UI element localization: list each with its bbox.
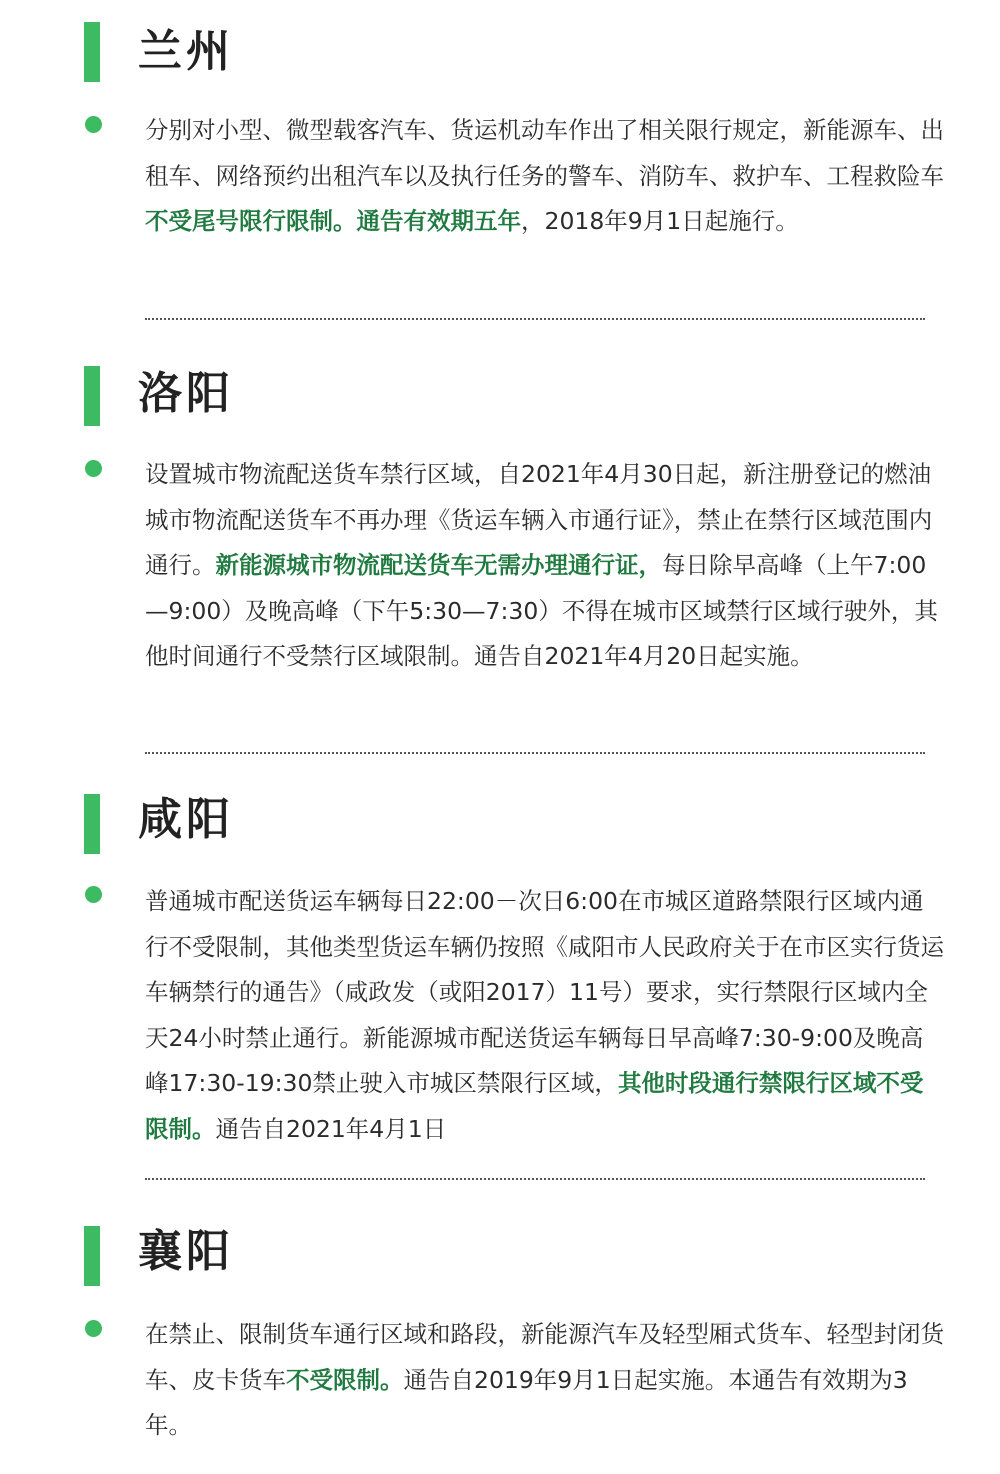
bullet-dot	[85, 460, 102, 477]
paragraph-luoyang	[145, 452, 945, 680]
city-heading-bar	[84, 22, 100, 82]
highlight-text: 不受限制。	[286, 1365, 404, 1394]
text-segment: 在禁止、限制货车通行区域和路段，新能源汽车及轻型厢式货车、轻型封闭货车、皮卡货车	[145, 1320, 944, 1394]
highlight-text: 新能源城市物流配送货车无需办理通行证，	[215, 551, 662, 579]
city-heading-bar	[84, 366, 100, 426]
city-title-lanzhou: 兰州	[138, 26, 234, 77]
text-segment: 普通城市配送货运车辆每日22:00－次日6:00在市城区道路禁限行区域内通行不受限制，其他类型货运车辆仍按照《咸阳市人民政府关于在市区实行货运车辆禁行的通告》（咸政发（或阳2017）11号）要求，实行禁限行区域内全天24小时禁止通行。新能源城市配送货运车辆每日早高峰7:30-9:00及晚高峰17:30-19:30禁止驶入市城区禁限行区域，	[145, 887, 944, 1097]
text-segment: ，2018年9月1日起施行。	[521, 207, 799, 235]
bullet-dot	[85, 886, 102, 903]
text-segment: 设置城市物流配送货车禁行区域，自2021年4月30日起，新注册登记的燃油城市物流配送货车不再办理《货运车辆入市通行证》，禁止在禁行区域范围内通行。	[145, 460, 933, 579]
paragraph-xiangyang	[145, 1312, 945, 1449]
paragraph-lanzhou	[145, 108, 945, 245]
text-segment: 每日除早高峰（上午7:00—9:00）及晚高峰（下午5:30—7:30）不得在城市区域禁行区域行驶外，其他时间通行不受禁行区域限制。通告自2021年4月20日起实施。	[145, 551, 938, 670]
city-heading-bar	[84, 1226, 100, 1286]
highlight-text: 不受尾号限行限制。通告有效期五年	[145, 207, 521, 235]
bullet-dot	[85, 1320, 102, 1337]
text-segment: 分别对小型、微型载客汽车、货运机动车作出了相关限行规定，新能源车、出租车、网络预约出租汽车以及执行任务的警车、消防车、救护车、工程救险车	[145, 116, 944, 190]
highlight-text: 其他时段通行禁限行区域不受限制。	[145, 1069, 924, 1143]
text-segment: 通告自2021年4月1日	[215, 1114, 447, 1143]
city-title-xianyang: 咸阳	[138, 794, 234, 845]
dotted-divider	[145, 318, 925, 320]
city-title-xiangyang: 襄阳	[138, 1226, 234, 1277]
city-title-luoyang: 洛阳	[138, 368, 234, 419]
paragraph-xianyang	[145, 879, 945, 1152]
dotted-divider	[145, 752, 925, 754]
city-heading-bar	[84, 794, 100, 854]
bullet-dot	[85, 116, 102, 133]
dotted-divider	[145, 1178, 925, 1180]
text-segment: 通告自2019年9月1日起实施。本通告有效期为3年。	[145, 1365, 908, 1439]
